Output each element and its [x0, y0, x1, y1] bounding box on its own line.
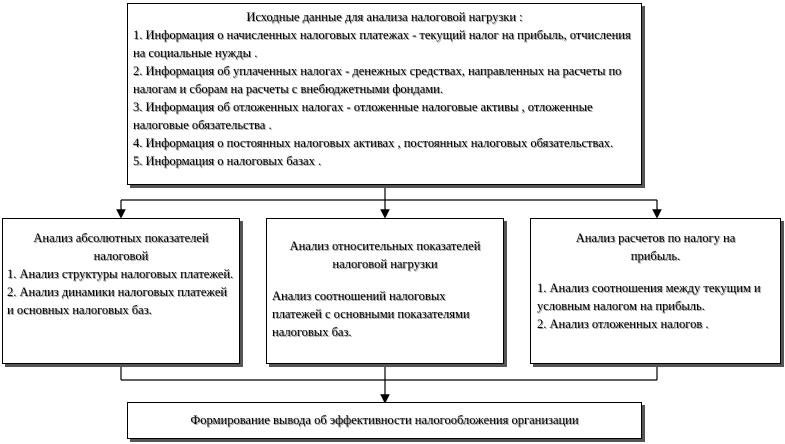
profit-tax-box — [530, 218, 781, 364]
absolute-indicators-box — [2, 218, 240, 364]
absolute-indicators-title: Анализ абсолютных показателей налоговой — [33, 231, 209, 263]
conclusion-box — [127, 402, 642, 439]
conclusion-text: Формирование вывода об эффективности налогообложения организации — [190, 413, 579, 427]
source-data-item: 5. Информация о налоговых базах . — [133, 154, 322, 168]
source-data-item: 1. Информация о начисленных налоговых платежах - текущий налог на прибыль, отчисления на социальные нужды . — [133, 28, 631, 60]
relative-indicators-body: Анализ соотношений налоговых платежей с основными показателями налоговых баз. — [272, 289, 470, 339]
absolute-indicators-item: 1. Анализ структуры налоговых платежей. — [7, 267, 234, 281]
source-data-item: 2. Информация об уплаченных налогах - денежных средствах, направленных на расчеты по налогам и сборам на расчеты с внебюджетными фондами. — [133, 64, 622, 96]
source-data-box — [127, 3, 642, 185]
relative-indicators-box — [266, 218, 504, 364]
source-data-item: 4. Информация о постоянных налоговых активах , постоянных налоговых обязательствах. — [133, 136, 614, 150]
profit-tax-item: 1. Анализ соотношения между текущим и условным налогом на прибыль. — [537, 281, 761, 313]
source-data-item: 3. Информация об отложенных налогах - отложенные налоговые активы , отложенные налоговые обязательства . — [133, 100, 593, 132]
profit-tax-item: 2. Анализ отложенных налогов . — [537, 317, 709, 331]
absolute-indicators-item: 2. Анализ динамики налоговых платежей и основных налоговых баз. — [7, 285, 228, 317]
profit-tax-title: Анализ расчетов по налогу на прибыль. — [575, 231, 736, 263]
source-data-title: Исходные данные для анализа налоговой нагрузки : — [246, 10, 523, 24]
relative-indicators-title: Анализ относительных показателей налоговой нагрузки — [289, 239, 481, 271]
